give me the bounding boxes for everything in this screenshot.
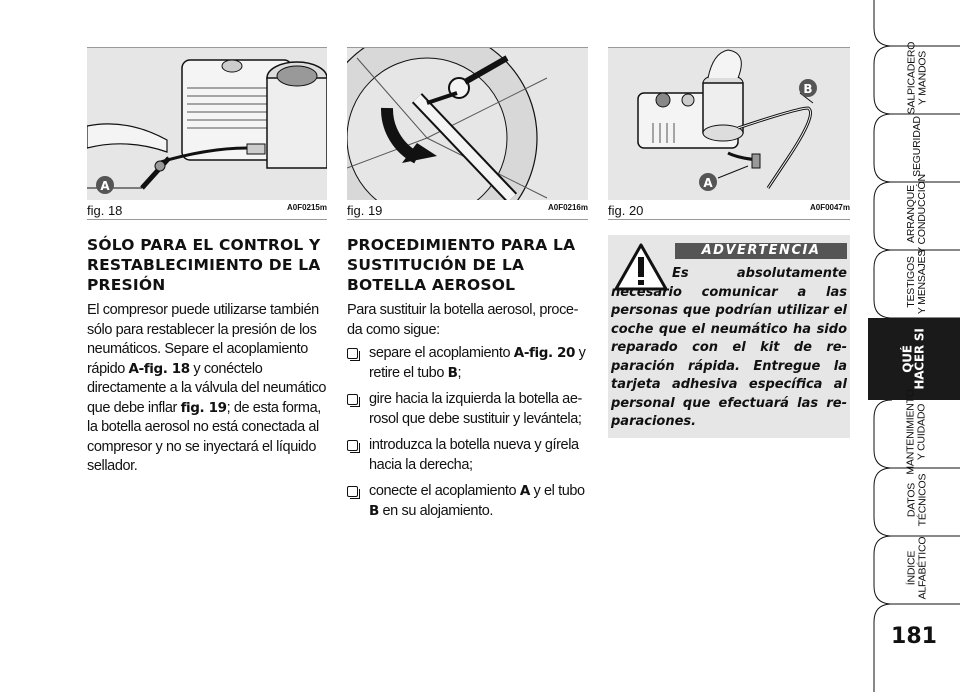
chapter-sidebar [868, 0, 960, 692]
tab-label: HACER SI [912, 328, 927, 390]
part-reference: A [519, 483, 530, 499]
part-reference: B [447, 364, 458, 381]
callout-b: B [803, 82, 813, 96]
list-item [347, 482, 587, 521]
section-heading: PROCEDIMIENTO PARA LA SUSTITUCIÓN DE LA BOTELLA AEROSOL [347, 236, 576, 294]
figure-20-caption [608, 203, 850, 220]
step-text: y retire el tubo [369, 345, 586, 381]
checkbox-bullet-icon [347, 394, 358, 405]
tab-mantenimiento[interactable] [874, 389, 960, 475]
list-item [347, 436, 587, 475]
section-bottle-replacement [347, 235, 587, 528]
checkbox-bullet-icon [347, 348, 358, 359]
part-reference: B [369, 502, 379, 519]
callout-a: A [100, 179, 110, 193]
wheel-valve-illustration [347, 48, 588, 200]
tab-label: Y CONDUCCIÓN [915, 174, 928, 254]
figure-20-illustration [608, 47, 850, 200]
tab-label: Y CUIDADO [915, 403, 928, 461]
tab-seguridad[interactable] [874, 114, 960, 178]
step-text: conecte el acoplamiento [369, 483, 520, 499]
tab-indice-alfabetico[interactable] [874, 536, 960, 600]
page-number: 181 [891, 624, 937, 649]
tab-label: TESTIGOS [904, 256, 917, 308]
step-text: gire hacia la izquierda la botella aerosol que debe sustituir y levántela; [369, 391, 583, 427]
tab-arranque[interactable] [874, 174, 960, 254]
figure-reference: fig. 19 [180, 399, 227, 416]
step-text: separe el acoplamiento [369, 345, 514, 361]
tab-datos-tecnicos[interactable] [874, 468, 960, 532]
tab-que-hacer-si[interactable] [868, 318, 960, 400]
compressor-hose-illustration [87, 48, 327, 200]
figure-18-code: A0F0215m [286, 203, 327, 212]
warning-body: Es absolutamente necesario comunicar a las personas que podrían utilizar el coche que el neumático ha sido reparado con el kit de reparación rápida. Entregue la tarjeta adhesiva específica al personal que efectuará las reparaciones. [611, 266, 847, 429]
step-text: introduzca la botella nueva y gírela hacia la derecha; [369, 437, 579, 473]
tab-label: MANTENIMIENTO [904, 389, 917, 475]
body-text: ; de esta forma, la botella aerosol no está conectada al compresor y no se inyectará el líquido sellador. [87, 399, 321, 474]
figure-reference: A-fig. 20 [513, 345, 575, 361]
callout-a: A [703, 176, 713, 190]
figure-20-label: fig. 20 [608, 203, 644, 218]
tab-label: Y MENSAJES [915, 249, 928, 315]
tab-testigos[interactable] [874, 250, 960, 314]
tab-label: ÍNDICE [905, 550, 917, 586]
tab-label: SEGURIDAD [910, 115, 923, 177]
figure-19-illustration [347, 47, 588, 200]
step-text: ; [457, 364, 462, 381]
body-text: y conéctelo directamente a la válvula del neumático que debe inflar [87, 360, 327, 416]
warning-text [611, 265, 847, 432]
list-item [347, 390, 587, 429]
section-heading: SÓLO PARA EL CONTROL Y RESTABLECIMIENTO DE LA PRESIÓN [87, 236, 321, 294]
compressor-bottle-illustration [608, 48, 850, 200]
checkbox-bullet-icon [347, 440, 358, 451]
tab-label: SALPICADERO [905, 41, 917, 115]
figure-18-caption [87, 203, 327, 220]
tab-label: DATOS [905, 482, 917, 518]
tab-label: ALFABÉTICO [916, 536, 928, 600]
figure-18-label: fig. 18 [87, 203, 123, 218]
section-body [87, 301, 327, 477]
figure-reference: A-fig. 18 [128, 360, 190, 377]
warning-title: ADVERTENCIA [675, 243, 847, 259]
tab-label: TÉCNICOS [916, 473, 928, 527]
steps-list [347, 344, 587, 521]
tab-label: ARRANQUE [904, 185, 917, 243]
figure-19-label: fig. 19 [347, 203, 383, 218]
figure-20-code: A0F0047m [809, 203, 850, 212]
step-text: y el tubo [529, 483, 585, 499]
body-text: El compresor puede utilizarse también sólo para restablecer la presión de los neumáticos. Separe el acoplamiento rápido [87, 302, 319, 377]
figure-19-code: A0F0216m [547, 203, 588, 212]
figure-18-illustration [87, 47, 327, 200]
warning-box [608, 235, 850, 438]
tab-salpicadero[interactable] [874, 41, 960, 115]
tab-label: Y MANDOS [916, 50, 928, 106]
checkbox-bullet-icon [347, 486, 358, 497]
tab-label: QUÉ [900, 345, 915, 373]
section-intro: Para sustituir la botella aerosol, proceda como sigue: [347, 302, 579, 338]
list-item [347, 344, 587, 383]
step-text: en su alojamiento. [378, 502, 494, 519]
figure-19-caption [347, 203, 588, 220]
section-pressure-control [87, 235, 327, 477]
